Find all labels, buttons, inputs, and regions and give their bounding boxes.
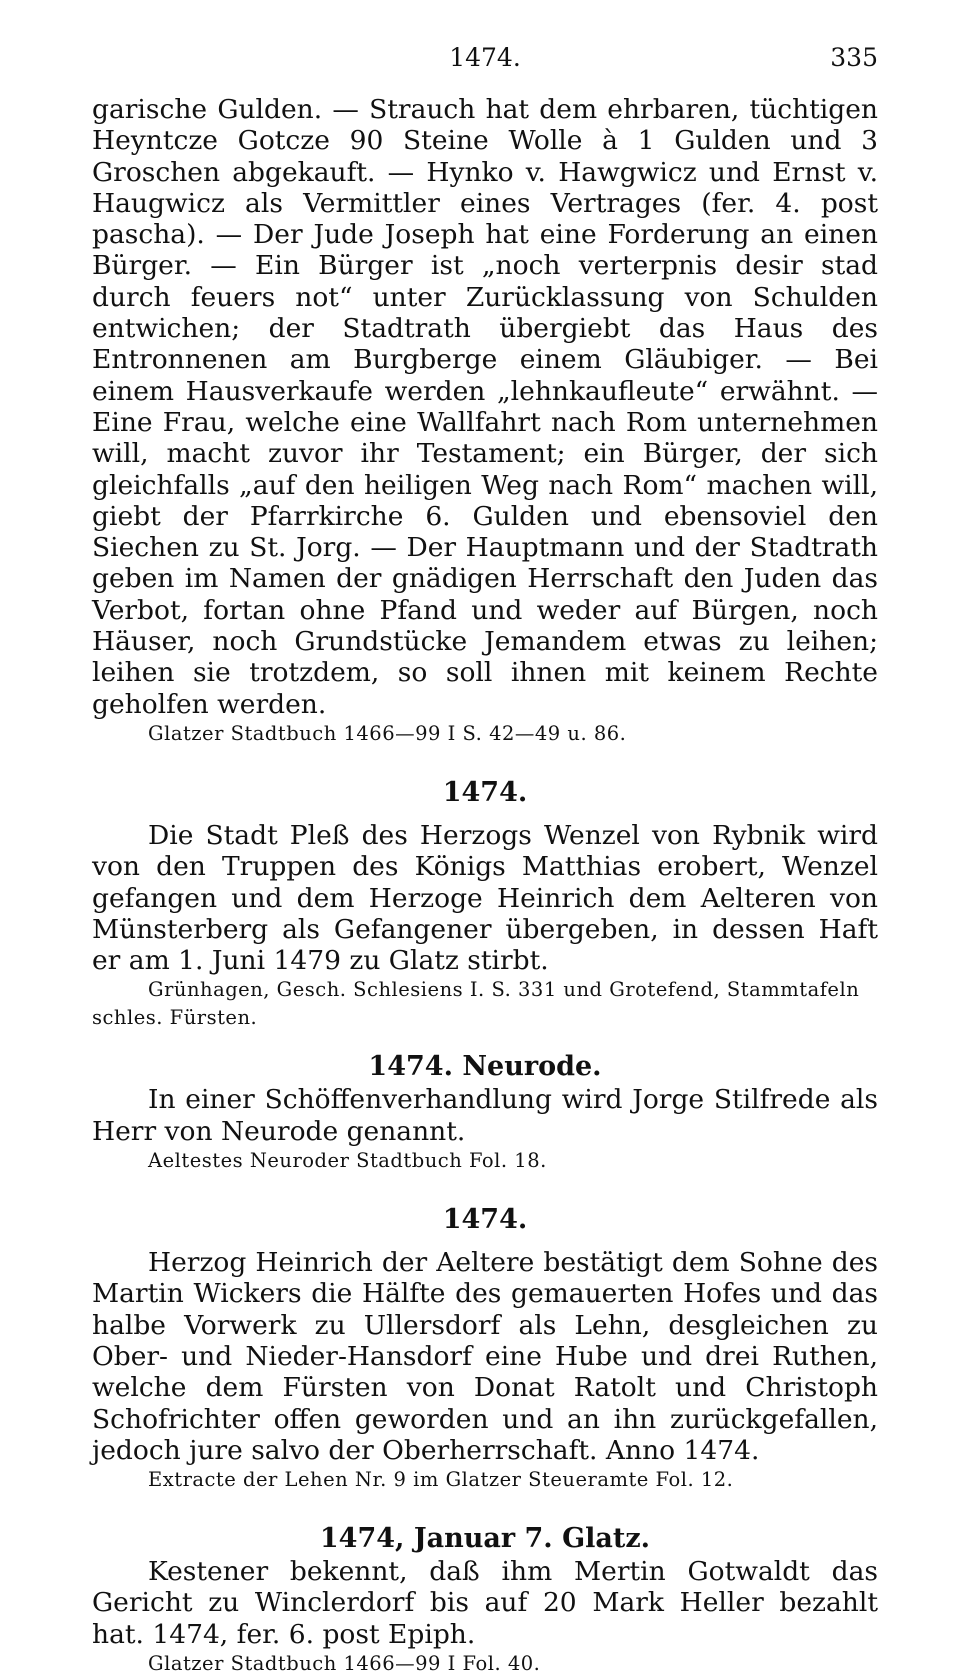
entry-text-pless: Die Stadt Pleß des Herzogs Wenzel von Rybnik wird von den Truppen des Königs Matthias erobert, Wenzel gefangen und dem Herzoge Heinrich dem Aelteren von Münsterberg als Gefangener übergeben, in dessen Haft er am 1. Juni 1479 zu Glatz stirbt. — [92, 819, 878, 977]
running-head-year: 1474. — [449, 43, 521, 72]
page-number: 335 — [830, 43, 878, 72]
entry-source-neurode: Aeltestes Neuroder Stadtbuch Fol. 18. — [148, 1149, 547, 1173]
entry-text-neurode: In einer Schöffenverhandlung wird Jorge Stilfrede als Herr von Neurode genannt. — [92, 1084, 878, 1147]
entry-heading-pless: 1474. — [442, 776, 528, 808]
entry-source-glatz: Glatzer Stadtbuch 1466—99 I Fol. 40. — [148, 1651, 541, 1675]
running-head — [92, 38, 878, 78]
entry-heading-ullersdorf: 1474. — [442, 1204, 528, 1236]
continued-entry-source: Glatzer Stadtbuch 1466—99 I S. 42—49 u. 86. — [148, 721, 627, 745]
entry-heading-glatz: 1474, Januar 7. Glatz. — [319, 1523, 651, 1555]
entry-text-glatz: Kestener bekennt, daß ihm Mertin Gotwaldt das Gericht zu Winclerdorf bis auf 20 Mark Heller bezahlt hat. 1474, fer. 6. post Epiph. — [92, 1556, 878, 1650]
entry-text-ullersdorf: Herzog Heinrich der Aeltere bestätigt dem Sohne des Martin Wickers die Hälfte des gemauerten Hofes und das halbe Vorwerk zu Ullersdorf als Lehn, desgleichen zu Ober- und Nieder-Hansdorf eine Hube und drei Ruthen, welche dem Fürsten von Donat Ratolt und Christoph Schofrichter offen geworden und an ihn zurückgefallen, jedoch jure salvo der Oberherrschaft. Anno 1474. — [92, 1247, 878, 1466]
entry-source-pless: Grünhagen, Gesch. Schlesiens I. S. 331 und Grotefend, Stammtafeln schles. Fürsten. — [92, 978, 860, 1030]
entry-heading-neurode: 1474. Neurode. — [368, 1051, 602, 1083]
entry-source-ullersdorf: Extracte der Lehen Nr. 9 im Glatzer Steueramte Fol. 12. — [148, 1468, 734, 1492]
continued-entry-text: garische Gulden. — Strauch hat dem ehrbaren, tüchtigen Heyntcze Gotcze 90 Steine Wolle à 1 Gulden und 3 Groschen abgekauft. — Hynko v. Hawgwicz und Ernst v. Haugwicz als Vermittler eines Vertrages (fer. 4. post pascha). — Der Jude Joseph hat eine Forderung an einen Bürger. — Ein Bürger ist „noch verterpnis desir stad durch feuers not“ unter Zurücklassung von Schulden entwichen; der Stadtrath übergiebt das Haus des Entronnenen am Burgberge einem Gläubiger. — Bei einem Hausverkaufe werden „lehnkaufleute“ erwähnt. — Eine Frau, welche eine Wallfahrt nach Rom unternehmen will, macht zuvor ihr Testament; ein Bürger, der sich gleichfalls „auf den heiligen Weg nach Rom“ machen will, giebt der Pfarrkirche 6. Gulden und ebensoviel den Siechen zu St. Jorg. — Der Hauptmann und der Stadtrath geben im Namen der gnädigen Herrschaft den Juden das Verbot, fortan ohne Pfand und weder auf Bürgen, noch Häuser, noch Grundstücke Jemandem etwas zu leihen; leihen sie trotzdem, so soll ihnen mit keinem Rechte geholfen werden. — [92, 94, 878, 720]
